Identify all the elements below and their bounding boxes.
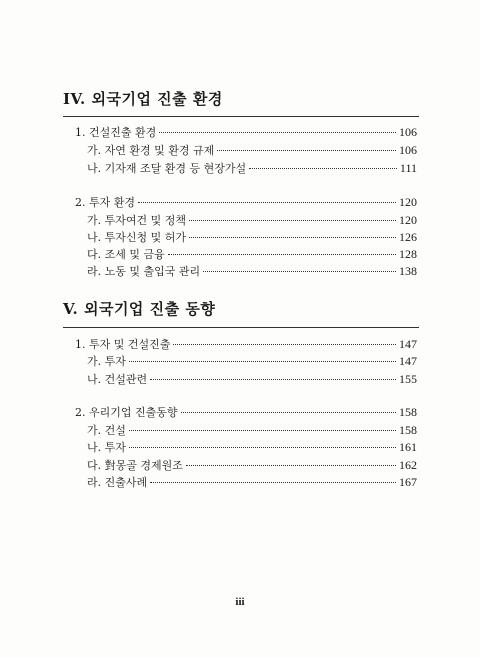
toc-entry[interactable] [87, 212, 417, 228]
toc-entry-page: 155 [399, 372, 417, 386]
toc-entry-label: 가. 자연 환경 및 환경 규제 [87, 144, 215, 157]
toc-entry-page: 120 [399, 213, 417, 227]
toc-entry[interactable] [87, 353, 417, 369]
dot-leader [150, 482, 396, 483]
page-number: iii [235, 596, 245, 608]
toc-entry-label: 1. 투자 및 건설진출 [75, 338, 171, 351]
toc-entry[interactable] [87, 142, 417, 158]
toc-entry[interactable] [87, 263, 417, 279]
toc-entry-label: 가. 투자 [87, 355, 126, 368]
section-title: V. 외국기업 진출 동향 [63, 300, 216, 318]
toc-entry-page: 128 [399, 247, 417, 261]
toc-entry-page: 111 [399, 161, 417, 175]
toc-entry[interactable] [87, 160, 417, 176]
dot-leader [189, 237, 396, 238]
toc-entry[interactable] [87, 439, 417, 455]
toc-entry[interactable] [87, 457, 417, 473]
toc-entry-page: 138 [399, 264, 417, 278]
toc-entry[interactable] [87, 474, 417, 490]
toc-entry-label: 2. 우리기업 진출동향 [75, 406, 178, 419]
dot-leader [129, 430, 396, 431]
toc-entry-label: 나. 투자 [87, 441, 126, 454]
toc-entry-page: 147 [399, 337, 417, 351]
toc-entry-label: 나. 건설관련 [87, 373, 148, 386]
dot-leader [138, 202, 396, 203]
dot-leader [173, 344, 396, 345]
toc-entry-page: 167 [399, 475, 417, 489]
toc-entry-label: 1. 건설진출 환경 [75, 126, 157, 139]
dot-leader [129, 447, 396, 448]
dot-leader [217, 150, 396, 151]
dot-leader [249, 168, 397, 169]
toc-entry-page: 162 [399, 458, 417, 472]
dot-leader [150, 379, 396, 380]
toc-entry[interactable] [87, 229, 417, 245]
toc-entry-label: 나. 기자재 조달 환경 등 현장가설 [87, 162, 247, 175]
toc-entry-label: 다. 對몽골 경제원조 [87, 459, 183, 472]
toc-entry-label: 다. 조세 및 금융 [87, 248, 165, 261]
toc-entry-page: 126 [399, 230, 417, 244]
toc-entry[interactable] [75, 124, 417, 140]
dot-leader [129, 361, 396, 362]
dot-leader [186, 465, 396, 466]
toc-entry-label: 라. 진출사례 [87, 476, 148, 489]
toc-entry[interactable] [87, 246, 417, 262]
toc-entry-page: 106 [399, 125, 417, 139]
toc-entry-label: 2. 투자 환경 [75, 196, 135, 209]
dot-leader [189, 220, 396, 221]
toc-entry[interactable] [75, 194, 417, 210]
toc-entry-page: 120 [399, 195, 417, 209]
toc-entry-label: 가. 투자여건 및 정책 [87, 214, 186, 227]
toc-entry-label: 가. 건설 [87, 424, 126, 437]
toc-entry-label: 라. 노동 및 출입국 관리 [87, 265, 201, 278]
dot-leader [181, 412, 397, 413]
toc-entry[interactable] [75, 404, 417, 420]
toc-entry-page: 147 [399, 354, 417, 368]
dot-leader [203, 271, 396, 272]
toc-entry-page: 158 [399, 405, 417, 419]
toc-entry-label: 나. 투자신청 및 허가 [87, 231, 186, 244]
section-title: IV. 외국기업 진출 환경 [63, 90, 223, 108]
toc-entry-page: 158 [399, 423, 417, 437]
section-divider [63, 327, 419, 328]
dot-leader [159, 132, 396, 133]
toc-entry-page: 106 [399, 143, 417, 157]
toc-entry[interactable] [75, 336, 417, 352]
toc-entry[interactable] [87, 371, 417, 387]
toc-entry-page: 161 [399, 440, 417, 454]
section-divider [63, 116, 419, 117]
dot-leader [168, 254, 396, 255]
toc-entry[interactable] [87, 422, 417, 438]
